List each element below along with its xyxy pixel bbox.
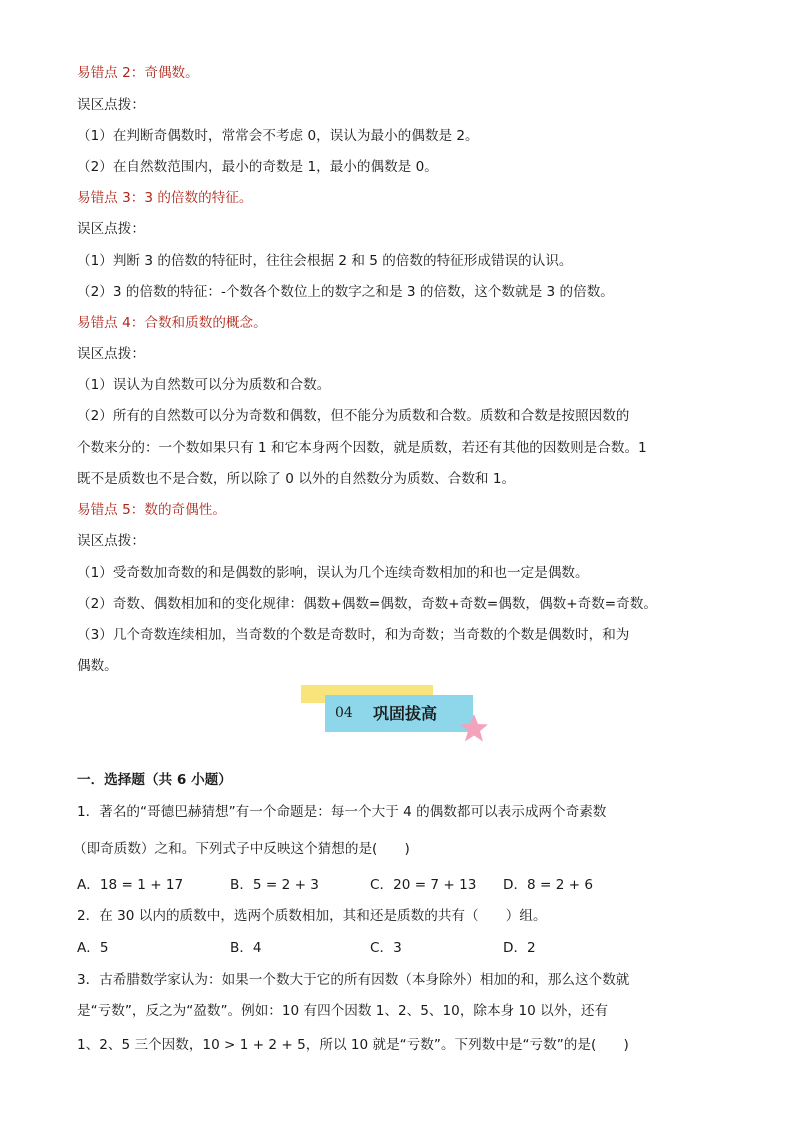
hint-line: 偶数。	[77, 658, 118, 674]
question-3-line: 3．古希腊数学家认为：如果一个数大于它的所有因数（本身除外）相加的和，那么这个数就	[77, 972, 630, 988]
question-2-line: 2．在 30 以内的质数中，选两个质数相加，其和还是质数的共有（ ）组。	[77, 908, 547, 924]
error-point-topic: 3 的倍数的特征。	[144, 190, 253, 206]
hint-label: 误区点拨：	[77, 97, 145, 113]
banner-title: 巩固拔高	[373, 704, 438, 723]
question-1-line: 1．著名的“哥德巴赫猜想”有一个命题是：每一个大于 4 的偶数都可以表示成两个奇素数	[77, 804, 607, 820]
hint-line: （2）所有的自然数可以分为奇数和偶数，但不能分为质数和合数。质数和合数是按照因数的	[77, 408, 630, 424]
hint-label: 误区点拨：	[77, 221, 145, 237]
hint-line: （1）在判断奇偶数时，常常会不考虑 0，误认为最小的偶数是 2。	[77, 128, 479, 144]
hint-line: （1）判断 3 的倍数的特征时，往往会根据 2 和 5 的倍数的特征形成错误的认识。	[77, 253, 573, 269]
hint-label: 误区点拨：	[77, 533, 145, 549]
option-c[interactable]: C．20 = 7 + 13	[370, 877, 477, 893]
error-point-prefix: 易错点 5：	[77, 502, 145, 518]
star-icon	[459, 713, 489, 743]
option-d[interactable]: D．2	[503, 940, 536, 956]
hint-line: 个数来分的：一个数如果只有 1 和它本身两个因数，就是质数，若还有其他的因数则是合数。1	[77, 440, 647, 456]
error-point-topic: 奇偶数。	[144, 65, 199, 81]
option-c[interactable]: C．3	[370, 940, 402, 956]
hint-label: 误区点拨：	[77, 346, 145, 362]
option-a[interactable]: A．5	[77, 940, 109, 956]
hint-line: （3）几个奇数连续相加，当奇数的个数是奇数时，和为奇数；当奇数的个数是偶数时，和为	[77, 627, 630, 643]
question-1-line: （即奇质数）之和。下列式子中反映这个猜想的是( )	[73, 841, 410, 857]
question-2-options	[77, 939, 717, 957]
error-point-5-title	[77, 501, 226, 519]
banner-number: 04	[335, 705, 353, 721]
error-point-topic: 数的奇偶性。	[144, 502, 226, 518]
error-point-prefix: 易错点 3：	[77, 190, 145, 206]
hint-line: 既不是质数也不是合数，所以除了 0 以外的自然数分为质数、合数和 1。	[77, 471, 516, 487]
error-point-4-title	[77, 314, 267, 332]
error-point-topic: 合数和质数的概念。	[144, 315, 267, 331]
section-heading: 一．选择题（共 6 小题）	[77, 772, 232, 788]
error-point-3-title	[77, 189, 253, 207]
option-b[interactable]: B．4	[230, 940, 262, 956]
error-point-prefix: 易错点 2：	[77, 65, 145, 81]
hint-line: （2）奇数、偶数相加和的变化规律：偶数+偶数=偶数，奇数+奇数=偶数，偶数+奇数=奇数。	[77, 596, 657, 612]
banner-label	[325, 695, 473, 732]
error-point-2-title	[77, 64, 199, 82]
option-a[interactable]: A．18 = 1 + 17	[77, 877, 184, 893]
hint-line: （1）误认为自然数可以分为质数和合数。	[77, 377, 331, 393]
question-3-line: 是“亏数”，反之为“盈数”。例如：10 有四个因数 1、2、5、10，除本身 10 以外，还有	[77, 1003, 609, 1019]
hint-line: （2）3 的倍数的特征：-个数各个数位上的数字之和是 3 的倍数，这个数就是 3 的倍数。	[77, 284, 614, 300]
hint-line: （2）在自然数范围内，最小的奇数是 1，最小的偶数是 0。	[77, 159, 438, 175]
option-d[interactable]: D．8 = 2 + 6	[503, 877, 594, 893]
question-1-options	[77, 876, 717, 894]
question-3-line: 1、2、5 三个因数，10 > 1 + 2 + 5，所以 10 就是“亏数”。下列数中是“亏数”的是( )	[77, 1037, 629, 1053]
hint-line: （1）受奇数加奇数的和是偶数的影响，误认为几个连续奇数相加的和也一定是偶数。	[77, 565, 589, 581]
error-point-prefix: 易错点 4：	[77, 315, 145, 331]
option-b[interactable]: B．5 = 2 + 3	[230, 877, 319, 893]
